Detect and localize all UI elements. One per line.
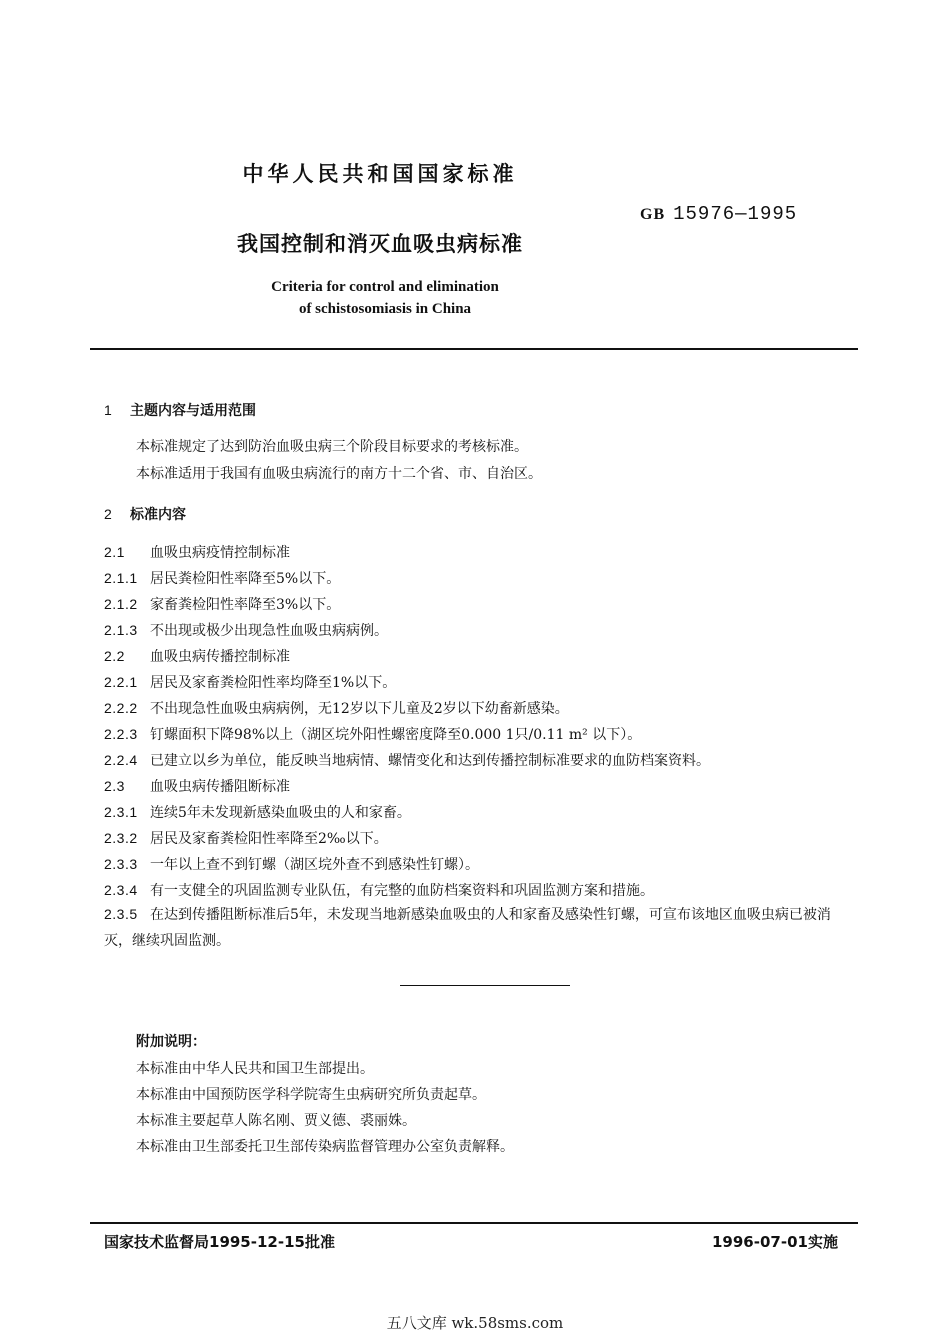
watermark-text: 五八文库 wk.58sms.com [386, 1314, 564, 1332]
note-line: 本标准由卫生部委托卫生部传染病监督管理办公室负责解释。 [136, 1139, 514, 1155]
end-divider [400, 985, 570, 986]
section-1-title: 主题内容与适用范围 [130, 403, 256, 419]
clause-text: 居民及家畜粪检阳性率均降至1%以下。 [150, 675, 397, 691]
english-title-line-1: Criteria for control and elimination [271, 279, 499, 295]
clause-item-wrapped [104, 901, 858, 954]
clause-text: 不出现或极少出现急性血吸虫病病例。 [150, 623, 388, 639]
effective-date: 1996-07-01实施 [712, 1233, 838, 1251]
clause-number: 2.3.5 [104, 906, 138, 922]
clause-text: 血吸虫病疫情控制标准 [150, 545, 290, 561]
clause-number: 2.1.1 [104, 570, 138, 586]
clause-number: 2.2.4 [104, 752, 138, 768]
clause-item [104, 724, 641, 744]
approval-date: 国家技术监督局1995-12-15批准 [104, 1233, 335, 1251]
clause-item [104, 568, 340, 588]
clause-text: 连续5年未发现新感染血吸虫的人和家畜。 [150, 805, 411, 821]
section-1-paragraph: 本标准适用于我国有血吸虫病流行的南方十二个省、市、自治区。 [136, 466, 542, 482]
clause-number: 2.3.2 [104, 830, 138, 846]
national-standard-label: 中华人民共和国国家标准 [242, 162, 518, 186]
clause-number: 2.3.4 [104, 882, 138, 898]
clause-text: 居民粪检阳性率降至5%以下。 [150, 571, 341, 587]
clause-text: 家畜粪检阳性率降至3%以下。 [150, 597, 341, 613]
section-1-number: 1 [104, 402, 112, 418]
header-divider [90, 348, 858, 350]
clause-number: 2.2.3 [104, 726, 138, 742]
clause-item [104, 672, 396, 692]
clause-number: 2.1 [104, 544, 125, 560]
note-line: 本标准由中国预防医学科学院寄生虫病研究所负责起草。 [136, 1087, 486, 1103]
clause-item [104, 750, 710, 770]
section-2-heading [104, 504, 186, 524]
clause-item [104, 802, 411, 822]
clause-number: 2.2 [104, 648, 125, 664]
notes-heading: 附加说明： [136, 1034, 206, 1050]
clause-item [104, 776, 290, 796]
clause-text: 不出现急性血吸虫病病例，无12岁以下儿童及2岁以下幼畜新感染。 [150, 701, 569, 717]
clause-item [104, 698, 569, 718]
document-title: 我国控制和消灭血吸虫病标准 [237, 232, 523, 256]
section-2-title: 标准内容 [130, 507, 186, 523]
clause-text: 在达到传播阻断标准后5年，未发现当地新感染血吸虫的人和家畜及感染性钉螺，可宣布该地区血吸虫病已被消灭，继续巩固监测。 [104, 907, 831, 949]
clause-number: 2.1.3 [104, 622, 138, 638]
clause-text: 已建立以乡为单位，能反映当地病情、螺情变化和达到传播控制标准要求的血防档案资料。 [150, 753, 710, 769]
clause-text: 血吸虫病传播阻断标准 [150, 779, 290, 795]
clause-item [104, 880, 654, 900]
code-prefix: GB [640, 206, 666, 223]
clause-text: 血吸虫病传播控制标准 [150, 649, 290, 665]
clause-item [104, 646, 290, 666]
clause-text: 一年以上查不到钉螺（湖区垸外查不到感染性钉螺）。 [150, 857, 479, 873]
clause-number: 2.3.1 [104, 804, 138, 820]
clause-number: 2.3 [104, 778, 125, 794]
clause-item [104, 594, 340, 614]
clause-text: 有一支健全的巩固监测专业队伍，有完整的血防档案资料和巩固监测方案和措施。 [150, 883, 654, 899]
note-line: 本标准主要起草人陈名刚、贾义德、裘丽姝。 [136, 1113, 416, 1129]
clause-item [104, 620, 388, 640]
standard-code [640, 203, 797, 225]
clause-text: 居民及家畜粪检阳性率降至2‰以下。 [150, 831, 388, 847]
clause-text: 钉螺面积下降98%以上（湖区垸外阳性螺密度降至0.000 1只/0.11 m² 以下）。 [150, 727, 642, 743]
clause-number: 2.3.3 [104, 856, 138, 872]
note-line: 本标准由中华人民共和国卫生部提出。 [136, 1061, 374, 1077]
footer-divider [90, 1222, 858, 1224]
english-title-line-2: of schistosomiasis in China [298, 301, 472, 317]
clause-number: 2.1.2 [104, 596, 138, 612]
clause-number: 2.2.1 [104, 674, 138, 690]
clause-item [104, 542, 290, 562]
section-1-heading [104, 400, 256, 420]
section-1-paragraph: 本标准规定了达到防治血吸虫病三个阶段目标要求的考核标准。 [136, 439, 528, 455]
code-number: 15976—1995 [673, 203, 798, 225]
clause-item [104, 828, 388, 848]
clause-number: 2.2.2 [104, 700, 138, 716]
clause-item [104, 854, 479, 874]
section-2-number: 2 [104, 506, 112, 522]
